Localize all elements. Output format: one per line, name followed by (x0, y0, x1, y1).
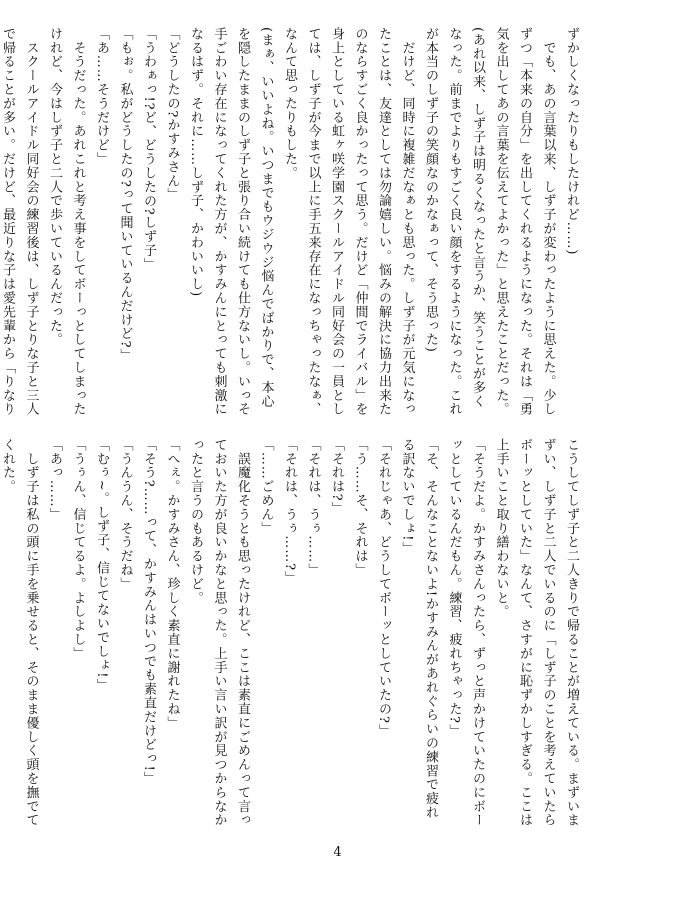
text-line: のならすごく良かったって思う。だけど「仲間でライバル」を (352, 27, 368, 417)
text-line: しず子は私の頭に手を乗せると、そのまま優しく頭を撫でて (23, 438, 39, 828)
text-line: で帰ることが多い。だけど、最近りな子は愛先輩から「りなり (0, 27, 15, 417)
text-line: 「あ……そうだけど」 (94, 27, 109, 166)
text-line: 「それじゃあ、どうしてボーッとしていたの?」 (376, 438, 391, 738)
text-block-lower (0, 438, 583, 828)
text-line: ったと言うのもあるけど。 (188, 438, 203, 605)
text-line: 「うわぁっ!?ど、どうしたの?しず子」 (141, 27, 156, 272)
text-line: 「うぅん、信じてるよ。よしよし」 (70, 438, 86, 661)
text-line: 手ごわい存在になってくれた方が、かすみんにとっても刺激に (211, 27, 227, 417)
text-line: る訳ないでしょ!」 (399, 438, 415, 556)
text-line: だけど、同時に複雑だなぁとも思った。しず子が元気になっ (399, 27, 415, 417)
text-line: ずつ「本来の自分」を出してくれるようになった。それは「勇 (517, 27, 532, 417)
text-line: ッとしているんだもん。練習、疲れちゃった?」 (446, 438, 462, 738)
text-line: ては、しず子が今まで以上に手五来存在になっちゃったなぁ、 (305, 27, 321, 417)
text-line: こうしてしず子と二人きりで帰ることが増えている。まずいま (564, 438, 579, 828)
text-line: ておいた方が良いかなと思った。上手い言い訳が見つからなか (211, 438, 227, 828)
text-line: 「そう?……って、かすみんはいつでも素直だけどっ!」 (141, 438, 156, 786)
text-line: (まぁ、いいよね。いつまでもウジウジ悩んでばかりで、本心 (258, 27, 274, 409)
text-line: なるはず。それに……しず子、かわいいし) (188, 27, 203, 298)
text-line: 「それは、うぅ……」 (305, 438, 321, 577)
text-line: 気を出してあの言葉を伝えてよかった」と思えたことだった。 (493, 27, 509, 417)
text-line: 「そ、そんなことないよ!かすみんがあれぐらいの練習で疲れ (423, 438, 438, 820)
text-line: (あれ以来、しず子は明るくなったと言うか、笑うことが多く (470, 27, 485, 409)
text-line: ずい、しず子と二人でいるのに「しず子のことを考えていたら (540, 438, 556, 828)
text-line: くれた。 (0, 438, 15, 494)
text-line: 誤魔化そうとも思ったけれど、ここは素直にごめんって言っ (235, 438, 250, 828)
text-line: 「それは、うぅ……?」 (282, 438, 297, 585)
text-line: でも、あの言葉以来、しず子が変わったように思えた。少し (540, 27, 556, 417)
text-line: 「う……そ、それは」 (352, 438, 368, 577)
text-line: なんて思ったりもした。 (282, 27, 297, 180)
text-line: 「あっ……」 (47, 438, 62, 522)
text-line: 「それは?」 (329, 438, 344, 516)
text-block-upper (0, 27, 583, 417)
page-number: 4 (333, 845, 342, 860)
text-line: 「もぉ。私がどうしたの?って聞いているんだけど?」 (117, 27, 133, 363)
text-line: たことは、友達としては勿論嬉しい。悩みの解決に協力出来た (376, 27, 391, 417)
text-line: を隠したままのしず子と張り合い続けても仕方ないし。いっそ (235, 27, 250, 417)
text-line: そうだった。あれこれと考え事をしてボーっとしてしまった (70, 27, 86, 417)
text-line: スクールアイドル同好会の練習後は、しず子とりな子と三人 (23, 27, 39, 417)
text-line: 「へぇ。かすみさん、珍しく素直に謝れたね」 (164, 438, 180, 730)
text-line: なった。前までよりもすごく良い顔をするようになった。これ (446, 27, 462, 417)
text-line: 身上としている虹ヶ咲学園スクールアイドル同好会の一員とし (329, 27, 344, 417)
text-line: 「うんうん、そうだね」 (117, 438, 133, 591)
text-line: ボーッとしていた」なんて、さすがに恥ずかしすぎる。ここは (517, 438, 532, 828)
text-line: けれど、今はしず子と二人で歩いているんだった。 (47, 27, 62, 347)
text-line: 「……ごめん」 (258, 438, 274, 536)
text-line: 「どうしたの?かすみさん」 (164, 27, 180, 202)
text-line: 「むぅ~。しず子、信じてないでしょ!」 (94, 438, 109, 693)
text-line: が本当のしず子の笑顔なのかなぁって、そう思った) (423, 27, 438, 353)
text-line: 上手いこと取り繕わないと。 (493, 438, 509, 619)
text-line: ずかしくなったりもしたけれど……) (564, 27, 579, 256)
text-line: 「そうだよ。かすみさんったら、ずっと声かけていたのにボー (470, 438, 485, 828)
